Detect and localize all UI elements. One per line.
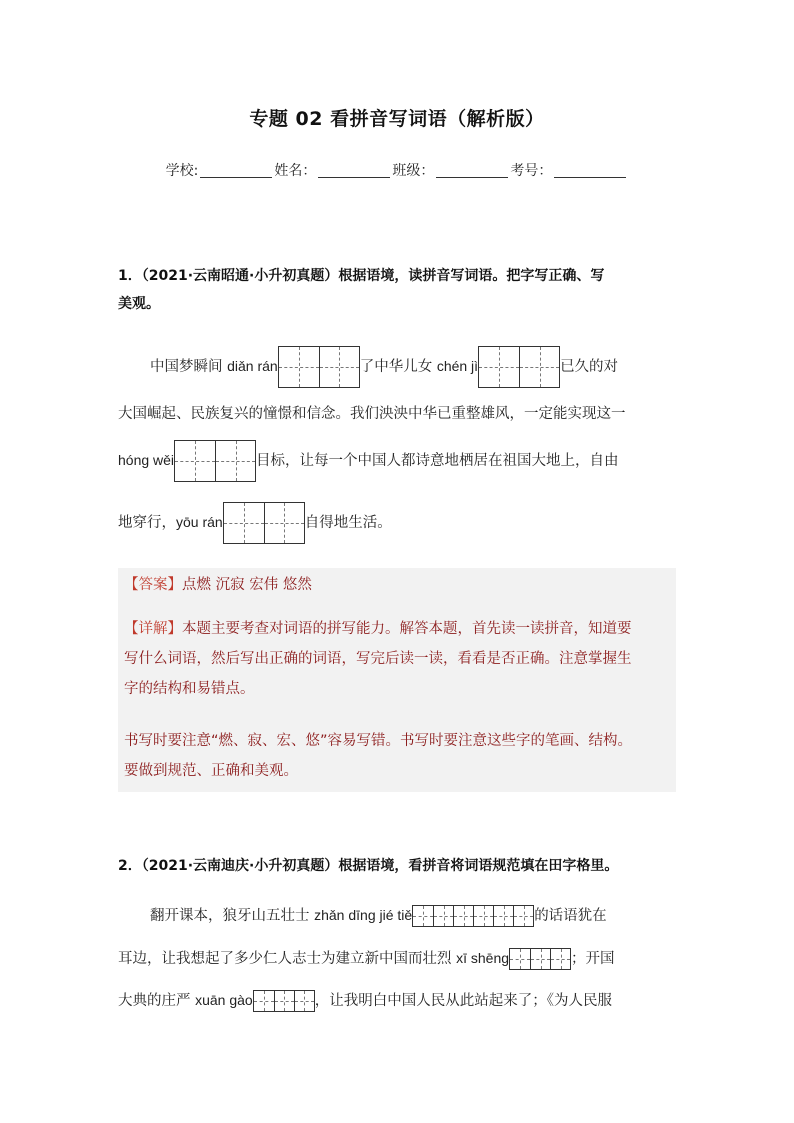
detail-line-2: 写什么词语，然后写出正确的词语，写完后读一读，看看是否正确。注意掌握生 <box>124 651 632 667</box>
tianzige-box-7[interactable] <box>253 990 315 1012</box>
answer-line <box>124 570 312 600</box>
detail-tag: 【详解】 <box>124 621 182 637</box>
question-2-heading <box>118 852 678 880</box>
tianzige-box-6[interactable] <box>509 948 571 970</box>
school-label: 学校: <box>165 163 199 179</box>
q1-paragraph-line-2: 大国崛起、民族复兴的憧憬和信念。我们泱泱中华已重整雄风，一定能实现这一 <box>118 406 626 422</box>
tianzige-box-5[interactable] <box>412 905 534 927</box>
q1-paragraph-line-3: hóng wěi 目标，让每一个中国人都诗意地栖居在祖国大地上，自由 <box>118 440 678 482</box>
question-2-number: 2． <box>118 858 142 874</box>
question-1-heading <box>118 262 678 318</box>
pinyin-xuan-gao: xuān gào <box>195 992 253 1008</box>
pinyin-hong-wei: hóng wěi <box>118 452 175 468</box>
answer-tag: 【答案】 <box>124 577 182 593</box>
tianzige-box-1[interactable] <box>278 346 360 388</box>
tianzige-box-2[interactable] <box>478 346 560 388</box>
id-label: 考号： <box>510 163 553 179</box>
question-1-instruction-cont: 美观。 <box>118 296 160 312</box>
detail-line-4: 书写时要注意“燃、寂、宏、悠”容易写错。书写时要注意这些字的笔画、结构。 <box>124 733 633 749</box>
q1-paragraph-line-4: 地穿行，yōu rán 自得地生活。 <box>118 502 678 544</box>
pinyin-chen-ji: chén jì <box>436 358 479 374</box>
pinyin-dian-ran: diǎn rán <box>227 358 278 374</box>
answer-text: 点燃 沉寂 宏伟 悠然 <box>182 577 312 593</box>
tianzige-box-3[interactable] <box>174 440 256 482</box>
class-label: 班级： <box>392 163 435 179</box>
id-blank[interactable] <box>554 163 626 178</box>
name-label: 姓名： <box>274 163 317 179</box>
q2-paragraph-line-3: 大典的庄严 xuān gào ，让我明白中国人民从此站起来了；《为人民服 <box>118 988 678 1013</box>
page-title: 专题 02 看拼音写词语（解析版） <box>249 108 545 130</box>
class-blank[interactable] <box>436 163 508 178</box>
pinyin-zhan-ding-jie-tie: zhǎn dīng jié tiě <box>314 907 413 923</box>
question-1-instruction: 根据语境，读拼音写词语。把字写正确、写 <box>338 268 605 284</box>
student-info-line <box>0 160 794 180</box>
question-2-source: （2021·云南迪庆·小升初真题） <box>141 858 339 874</box>
pinyin-xi-sheng: xī shēng <box>456 950 510 966</box>
q2-paragraph-line-1: 翻开课本，狼牙山五壮士 zhǎn dīng jié tiě 的话语犹在 <box>150 903 710 928</box>
school-blank[interactable] <box>200 163 272 178</box>
detail-line-5: 要做到规范、正确和美观。 <box>124 763 298 779</box>
question-2-instruction: 根据语境，看拼音将词语规范填在田字格里。 <box>338 858 619 874</box>
question-1-source: （2021·云南昭通·小升初真题） <box>141 268 339 284</box>
tianzige-box-4[interactable] <box>223 502 305 544</box>
detail-line-1: 【详解】本题主要考查对词语的拼写能力。解答本题，首先读一读拼音，知道要 <box>124 621 632 637</box>
pinyin-you-ran: yōu rán <box>176 514 223 530</box>
q1-paragraph-line-1: 中国梦瞬间 diǎn rán 了中华儿女 chén jì 已久的对 <box>150 346 710 388</box>
question-1-number: 1． <box>118 268 142 284</box>
name-blank[interactable] <box>318 163 390 178</box>
detail-line-3: 字的结构和易错点。 <box>124 681 255 697</box>
q2-paragraph-line-2: 耳边，让我想起了多少仁人志士为建立新中国而壮烈 xī shēng ；开国 <box>118 946 678 971</box>
